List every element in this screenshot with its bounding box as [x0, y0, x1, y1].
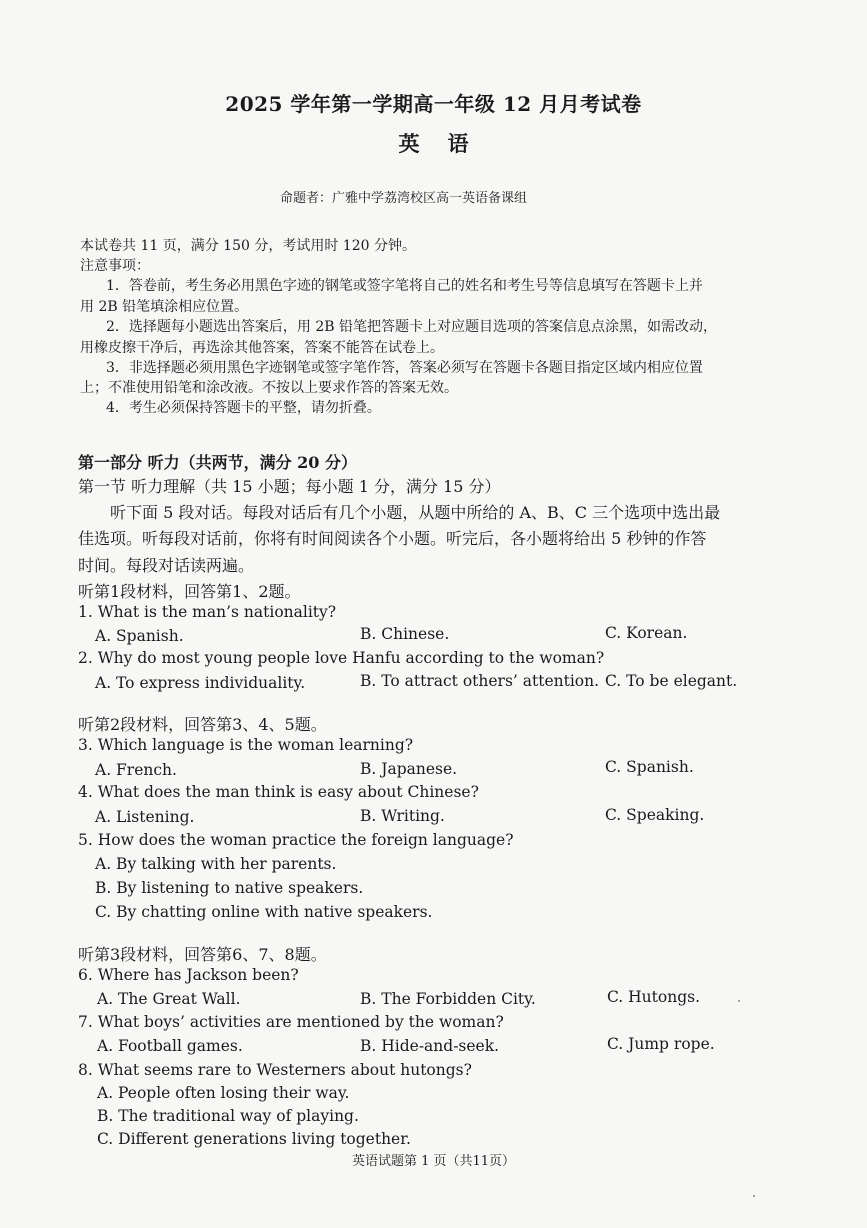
question-6-stem: 6. Where has Jackson been? [78, 966, 299, 984]
question-1-option-b: B. Chinese. [360, 625, 450, 643]
question-7-option-a: A. Football games. [97, 1037, 243, 1055]
question-3-option-c: C. Spanish. [605, 758, 694, 776]
notice-heading: 注意事项： [80, 258, 150, 274]
notice-item-3-cont: 上；不准使用铅笔和涂改液。不按以上要求作答的答案无效。 [80, 380, 458, 396]
scan-speck [738, 1000, 740, 1002]
question-8-option-a: A. People often losing their way. [97, 1084, 350, 1102]
question-5-option-c: C. By chatting online with native speakers. [95, 903, 433, 921]
notice-item-2: 2．选择题每小题选出答案后，用 2B 铅笔把答题卡上对应题目选项的答案信息点涂黑，如需改动， [106, 319, 718, 335]
group-3-label: 听第3段材料，回答第6、7、8题。 [78, 945, 327, 964]
question-2-option-c: C. To be elegant. [605, 672, 738, 690]
question-1-option-a: A. Spanish. [95, 627, 184, 645]
notice-item-4: 4．考生必须保持答题卡的平整，请勿折叠。 [106, 400, 381, 416]
question-7-stem: 7. What boys’ activities are mentioned by the woman? [78, 1013, 504, 1031]
question-6-option-b: B. The Forbidden City. [360, 990, 536, 1008]
question-2-option-b: B. To attract others’ attention. [360, 672, 600, 690]
section1-heading: 第一节 听力理解（共 15 小题；每小题 1 分，满分 15 分） [78, 477, 501, 496]
scan-speck [753, 1195, 755, 1197]
question-3-option-a: A. French. [95, 761, 177, 779]
question-2-option-a: A. To express individuality. [95, 674, 306, 692]
question-4-option-c: C. Speaking. [605, 806, 705, 824]
question-1-stem: 1. What is the man’s nationality? [78, 603, 337, 621]
page-footer: 英语试题第 1 页（共11页） [351, 1154, 516, 1169]
question-4-option-b: B. Writing. [360, 807, 445, 825]
notice-item-3: 3．非选择题必须用黑色字迹钢笔或签字笔作答，答案必须写在答题卡各题目指定区域内相应位置 [106, 360, 703, 376]
notice-item-1: 1．答卷前，考生务必用黑色字迹的钢笔或签字笔将自己的姓名和考生号等信息填写在答题卡上并 [106, 278, 703, 294]
question-8-option-b: B. The traditional way of playing. [97, 1107, 359, 1125]
question-6-option-c: C. Hutongs. [607, 988, 701, 1006]
group-2-label: 听第2段材料，回答第3、4、5题。 [78, 715, 327, 734]
notice-item-1-cont: 用 2B 铅笔填涂相应位置。 [80, 299, 249, 315]
instructions-line-2: 佳选项。听每段对话前，你将有时间阅读各个小题。听完后，各小题将给出 5 秒钟的作答 [78, 529, 707, 548]
question-4-stem: 4. What does the man think is easy about Chinese? [78, 783, 479, 801]
question-7-option-c: C. Jump rope. [607, 1035, 715, 1053]
question-7-option-b: B. Hide-and-seek. [360, 1037, 500, 1055]
notice-item-2-cont: 用橡皮擦干净后，再选涂其他答案，答案不能答在试卷上。 [80, 340, 444, 356]
question-3-stem: 3. Which language is the woman learning? [78, 736, 414, 754]
question-5-option-a: A. By talking with her parents. [95, 855, 337, 873]
subject-title: 英语 [398, 131, 497, 156]
question-1-option-c: C. Korean. [605, 624, 688, 642]
question-5-stem: 5. How does the woman practice the foreign language? [78, 831, 514, 849]
part1-heading: 第一部分 听力（共两节，满分 20 分） [78, 453, 357, 472]
instructions-line-1: 听下面 5 段对话。每段对话后有几个小题，从题中所给的 A、B、C 三个选项中选出最 [110, 503, 721, 522]
question-4-option-a: A. Listening. [95, 808, 195, 826]
author-line: 命题者：广雅中学荔湾校区高一英语备课组 [280, 191, 528, 206]
group-1-label: 听第1段材料，回答第1、2题。 [78, 582, 301, 601]
exam-title: 2025 学年第一学期高一年级 12 月月考试卷 [225, 92, 642, 116]
question-3-option-b: B. Japanese. [360, 760, 458, 778]
question-8-option-c: C. Different generations living together. [97, 1130, 411, 1148]
question-8-stem: 8. What seems rare to Westerners about hutongs? [78, 1061, 472, 1079]
instructions-line-3: 时间。每段对话读两遍。 [78, 556, 255, 575]
question-2-stem: 2. Why do most young people love Hanfu according to the woman? [78, 649, 605, 667]
question-5-option-b: B. By listening to native speakers. [95, 879, 364, 897]
notice-intro: 本试卷共 11 页，满分 150 分，考试用时 120 分钟。 [80, 238, 416, 254]
question-6-option-a: A. The Great Wall. [97, 990, 241, 1008]
